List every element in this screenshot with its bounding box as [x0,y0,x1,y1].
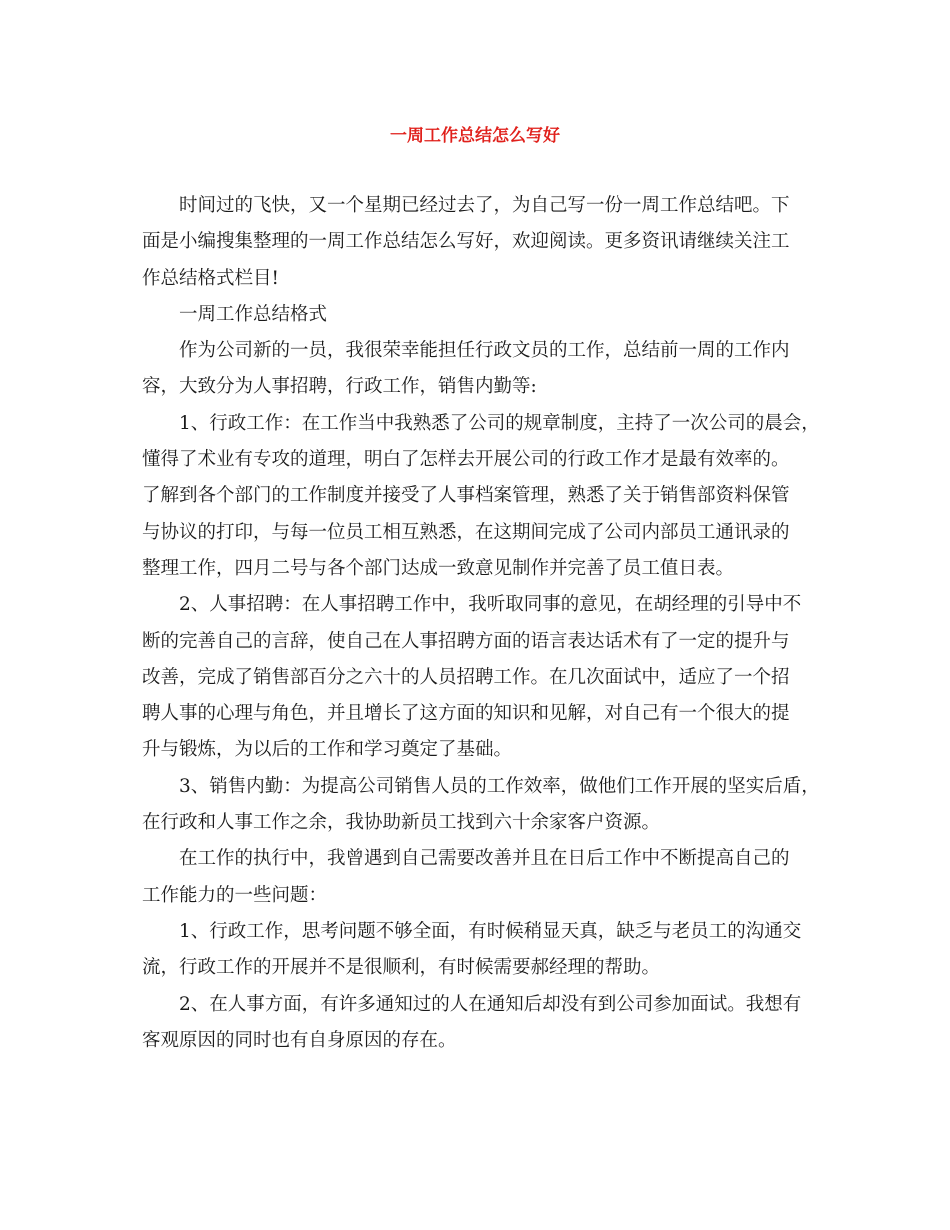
paragraph-problems-intro [142,841,810,914]
text-line: 懂得了术业有专攻的道理，明白了怎样去开展公司的行政工作才是最有效率的。 [142,449,790,471]
document-body [142,188,820,1059]
text-line: 在行政和人事工作之余，我协助新员工找到六十余家客户资源。 [142,812,661,834]
text-line: 1、行政工作，思考问题不够全面，有时候稍显天真，缺乏与老员工的沟通交 [179,920,802,942]
paragraph-recruitment [142,587,810,768]
text-line: 在工作的执行中，我曾遇到自己需要改善并且在日后工作中不断提高自己的 [179,848,790,870]
paragraph-sales-support [142,769,820,842]
text-line: 时间过的飞快，又一个星期已经过去了，为自己写一份一周工作总结吧。下 [179,195,790,216]
paragraph-problem-admin [142,914,810,987]
text-line: 1、行政工作：在工作当中我熟悉了公司的规章制度，主持了一次公司的晨会， [179,412,820,434]
text-line: 与协议的打印，与每一位员工相互熟悉，在这期间完成了公司内部员工通讯录的 [142,521,790,543]
paragraph-overview [142,333,810,406]
text-line: 升与锻炼，为以后的工作和学习奠定了基础。 [142,739,513,761]
paragraph-admin-work [142,406,820,587]
text-line: 作总结格式栏目! [142,267,279,289]
text-line: 流，行政工作的开展并不是很顺利，有时候需要郝经理的帮助。 [142,957,661,979]
text-line: 聘人事的心理与角色，并且增长了这方面的知识和见解，对自己有一个很大的提 [142,703,790,725]
text-line: 整理工作，四月二号与各个部门达成一致意见制作并完善了员工值日表。 [142,557,735,579]
text-line: 工作能力的一些问题： [142,884,328,906]
paragraph-problem-hr [142,987,810,1060]
text-line: 2、在人事方面，有许多通知过的人在通知后却没有到公司参加面试。我想有 [179,993,802,1015]
text-line: 容，大致分为人事招聘，行政工作，销售内勤等: [142,376,537,398]
section-heading: 一周工作总结格式 [179,303,328,325]
text-line: 3、销售内勤：为提高公司销售人员的工作效率，做他们工作开展的坚实后盾， [179,775,820,797]
text-line: 面是小编搜集整理的一周工作总结怎么写好，欢迎阅读。更多资讯请继续关注工 [142,231,790,253]
text-line: 了解到各个部门的工作制度并接受了人事档案管理，熟悉了关于销售部资料保管 [142,485,790,507]
text-line: 断的完善自己的言辞，使自己在人事招聘方面的语言表达话术有了一定的提升与 [142,630,790,652]
text-line: 作为公司新的一员，我很荣幸能担任行政文员的工作，总结前一周的工作内 [179,340,790,362]
paragraph-section-heading [142,297,810,333]
text-line: 客观原因的同时也有自身原因的存在。 [142,1029,457,1051]
paragraph-intro [142,188,810,297]
text-line: 改善，完成了销售部百分之六十的人员招聘工作。在几次面试中，适应了一个招 [142,666,790,688]
text-line: 2、人事招聘：在人事招聘工作中，我听取同事的意见，在胡经理的引导中不 [179,594,802,616]
document-title: 一周工作总结怎么写好 [390,126,560,146]
